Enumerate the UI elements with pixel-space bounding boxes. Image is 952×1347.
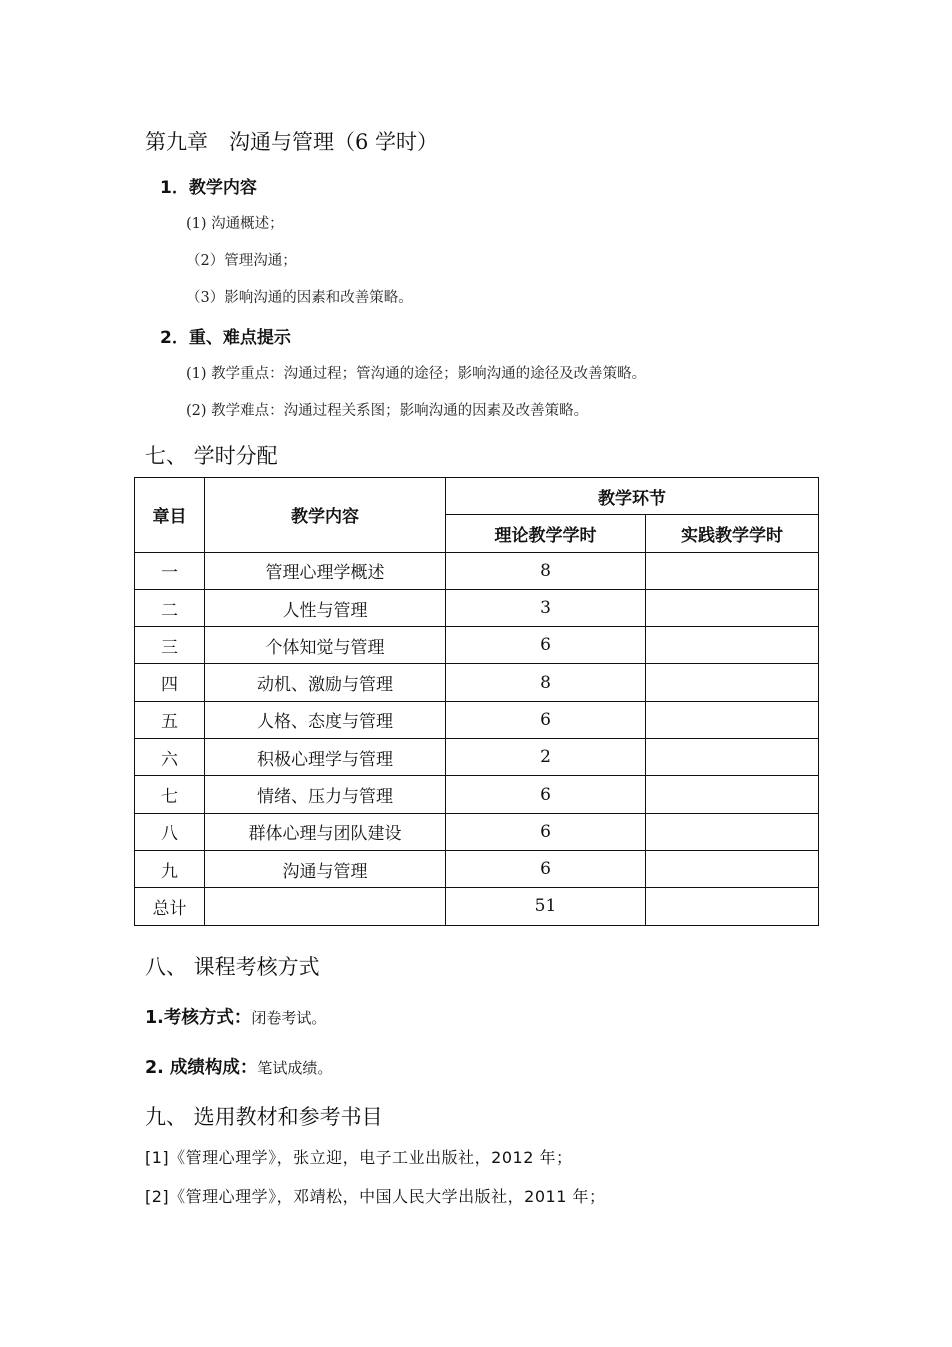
section-title: 七、 学时分配 [145,444,278,468]
cell-content: 个体知觉与管理 [205,627,446,664]
cell-content: 管理心理学概述 [205,552,446,589]
table-row [135,888,819,925]
assessment-method-label: 1.考核方式： [145,1008,252,1028]
cell-theory: 8 [446,552,646,589]
grade-composition-value: 笔试成绩。 [257,1059,333,1077]
cell-content: 积极心理学与管理 [205,739,446,776]
content-item: (1) 沟通概述； [186,216,284,232]
header-content: 教学内容 [205,478,446,553]
cell-practice [646,813,819,850]
table-row [135,589,819,626]
table-row [135,776,819,813]
chapter-title: 第九章 沟通与管理（6 学时） [145,130,439,154]
content-item: （2）管理沟通； [186,253,297,269]
cell-content: 群体心理与团队建设 [205,813,446,850]
content-heading: 1．教学内容 [160,178,257,198]
cell-theory: 6 [446,701,646,738]
cell-practice [646,552,819,589]
header-segment: 教学环节 [446,478,819,515]
reference-item: [2]《管理心理学》，邓靖松，中国人民大学出版社，2011 年； [145,1187,606,1206]
cell-practice [646,776,819,813]
cell-chapter: 六 [135,739,205,776]
cell-practice [646,627,819,664]
cell-practice [646,664,819,701]
cell-content: 动机、激励与管理 [205,664,446,701]
cell-content: 人格、态度与管理 [205,701,446,738]
cell-chapter: 一 [135,552,205,589]
cell-chapter: 九 [135,850,205,887]
key-heading: 2．重、难点提示 [160,328,291,348]
cell-theory: 3 [446,589,646,626]
table-row [135,850,819,887]
cell-chapter: 总计 [135,888,205,925]
cell-practice [646,589,819,626]
key-item: (2) 教学难点：沟通过程关系图；影响沟通的因素及改善策略。 [186,403,589,419]
content-item: （3）影响沟通的因素和改善策略。 [186,290,413,306]
cell-content: 沟通与管理 [205,850,446,887]
cell-practice [646,701,819,738]
table-row [135,664,819,701]
cell-chapter: 三 [135,627,205,664]
section-title: 九、 选用教材和参考书目 [145,1105,383,1129]
reference-item: [1]《管理心理学》，张立迎，电子工业出版社，2012 年； [145,1148,573,1167]
assessment-method [145,1004,326,1029]
cell-practice [646,888,819,925]
table-body [135,552,819,925]
cell-practice [646,850,819,887]
header-chapter: 章目 [135,478,205,553]
cell-content: 情绪、压力与管理 [205,776,446,813]
assessment-method-value: 闭卷考试。 [251,1009,327,1027]
cell-chapter: 二 [135,589,205,626]
table-row [135,813,819,850]
table-row [135,701,819,738]
grade-composition-label: 2. 成绩构成： [145,1058,258,1078]
grade-composition [145,1054,332,1079]
table-row [135,627,819,664]
table-row [135,739,819,776]
hours-table [134,477,819,926]
cell-theory: 6 [446,813,646,850]
cell-theory: 6 [446,627,646,664]
cell-practice [646,739,819,776]
key-item: (1) 教学重点：沟通过程；管沟通的途径；影响沟通的途径及改善策略。 [186,366,647,382]
cell-chapter: 七 [135,776,205,813]
cell-theory: 2 [446,739,646,776]
cell-chapter: 四 [135,664,205,701]
cell-chapter: 五 [135,701,205,738]
cell-theory: 51 [446,888,646,925]
cell-content [205,888,446,925]
table-row [135,552,819,589]
cell-theory: 8 [446,664,646,701]
header-theory: 理论教学学时 [446,515,646,552]
cell-content: 人性与管理 [205,589,446,626]
section-title: 八、 课程考核方式 [145,955,320,979]
cell-theory: 6 [446,776,646,813]
cell-theory: 6 [446,850,646,887]
cell-chapter: 八 [135,813,205,850]
header-practice: 实践教学学时 [646,515,819,552]
